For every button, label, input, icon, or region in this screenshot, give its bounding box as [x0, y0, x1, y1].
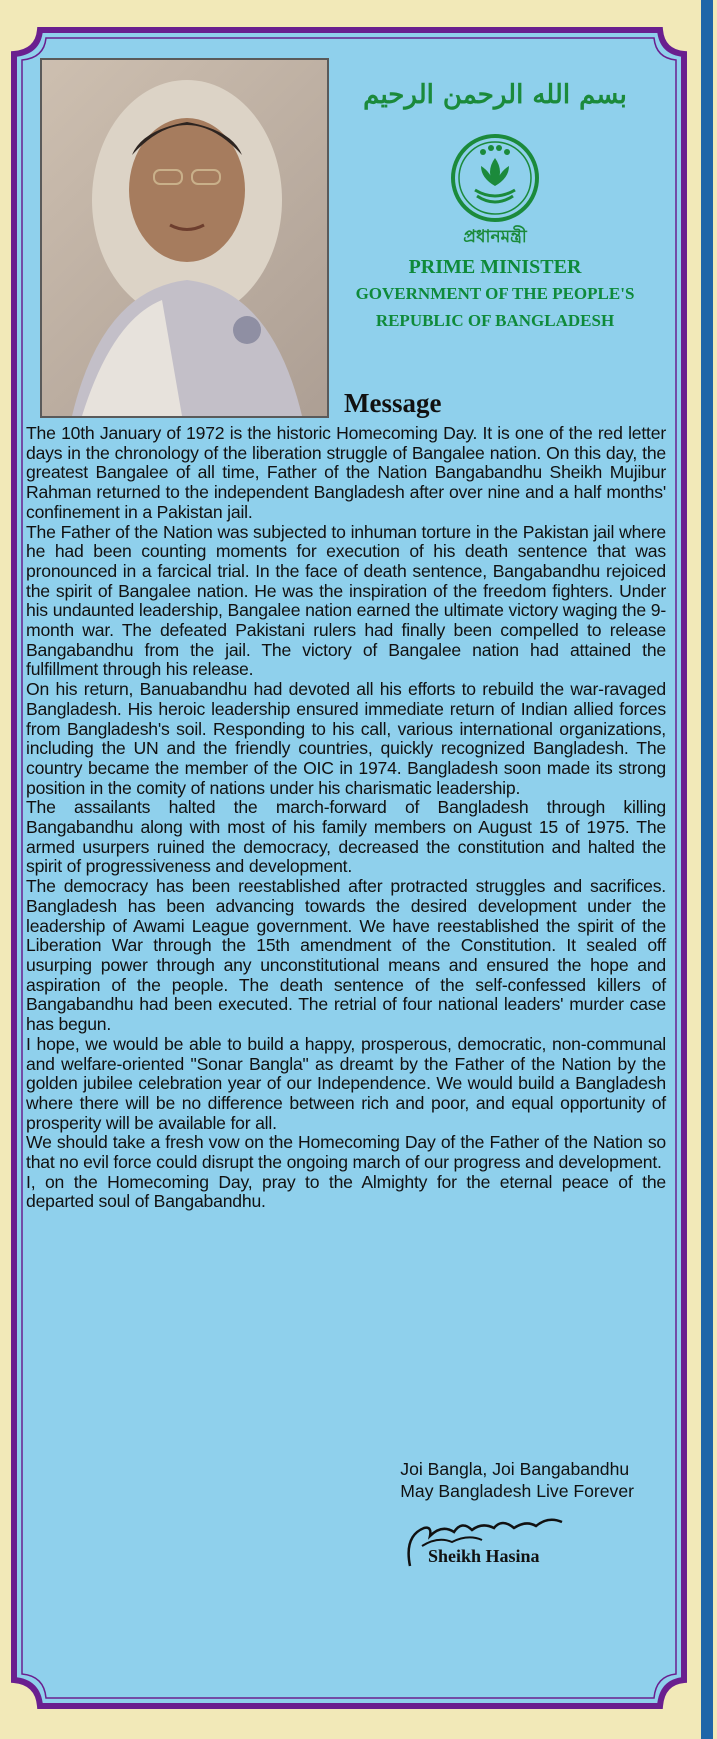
arabic-invocation: بسم الله الرحمن الرحيم [363, 80, 627, 110]
pm-office-header [330, 74, 660, 333]
national-emblem-icon [445, 128, 545, 228]
paragraph-4: The assailants halted the march-forward of Bangladesh through killing Bangabandhu along with most of his family members on August 15 of 1975. The armed usurpers ruined the democracy, decreased the constitution and halted the spirit of progressiveness and development. [26, 797, 666, 877]
paragraph-6: I hope, we would be able to build a happy, prosperous, democratic, non-communal and welfare-oriented "Sonar Bangla" as dreamt by the Father of the Nation by the golden jubilee celebration year of our Independence. We would build a Bangladesh where there will be no difference between rich and poor, and equal opportunity of prosperity will be available for all. [26, 1033, 666, 1133]
message-panel [14, 34, 674, 1706]
closing-line-2: May Bangladesh Live Forever [400, 1481, 634, 1501]
closing-line-1: Joi Bangla, Joi Bangabandhu [400, 1459, 630, 1479]
signer-name: Sheikh Hasina [428, 1546, 540, 1566]
message-heading: Message [344, 388, 442, 418]
paragraph-7: We should take a fresh vow on the Homecoming Day of the Father of the Nation so that no evil force could disrupt the ongoing march of our progress and development. [26, 1132, 666, 1173]
portrait-photo [40, 58, 329, 418]
pm-bengali-label: প্রধানমন্ত্রী [463, 227, 527, 247]
paragraph-3: On his return, Banuabandhu had devoted all his efforts to rebuild the war-ravaged Bangladesh. His heroic leadership ensured immediate return of Indian allied forces from Bangladesh's soil. Responding to his call, various international organizations, including the UN and the friendly countries, quickly recognized Bangladesh. The country became the member of the OIC in 1974. Bangladesh soon made its strong position in the comity of nations under his charismatic leadership. [26, 679, 666, 798]
paragraph-1: The 10th January of 1972 is the historic Homecoming Day. It is one of the red letter days in the chronology of the liberation struggle of Bangalee nation. On this day, the greatest Bangalee of all time, Father of the Nation Bangabandhu Sheikh Mujibur Rahman returned to the independent Bangladesh after over nine and a half months' confinement in a Pakistan jail. [26, 423, 666, 522]
pm-title: PRIME MINISTER [408, 256, 582, 278]
government-line-1: GOVERNMENT OF THE PEOPLE'S [355, 284, 635, 303]
government-line-2: REPUBLIC OF BANGLADESH [375, 311, 615, 330]
blue-side-stripe [701, 0, 713, 1739]
message-body [26, 424, 666, 1212]
closing-block [400, 1458, 634, 1502]
paragraph-2: The Father of the Nation was subjected to inhuman torture in the Pakistan jail where he had been counting moments for execution of his death sentence that was pronounced in a farcical trial. In the face of death sentence, Bangabandhu rejoiced the spirit of Bangalee nation. He was the inspiration of the freedom fighters. Under his undaunted leadership, Bangalee nation earned the ultimate victory waging the 9-month war. The defeated Pakistani rulers had finally been compelled to release Bangabandhu from the jail. The victory of Bangalee nation had attained the fulfillment through his release. [26, 521, 666, 680]
paragraph-5: The democracy has been reestablished after protracted struggles and sacrifices. Bangladesh has been advancing towards the desired development under the leadership of Awami League government. We have reestablished the spirit of the Liberation War through the 15th amendment of the Constitution. It sealed off usurping power through any unconstitutional means and ensured the hope and aspiration of the people. The death sentence of the self-confessed killers of Bangabandhu had been executed. The retrial of four national leaders' murder case has begun. [26, 876, 666, 1035]
paragraph-8: I, on the Homecoming Day, pray to the Almighty for the eternal peace of the departed soul of Bangabandhu. [26, 1171, 666, 1212]
